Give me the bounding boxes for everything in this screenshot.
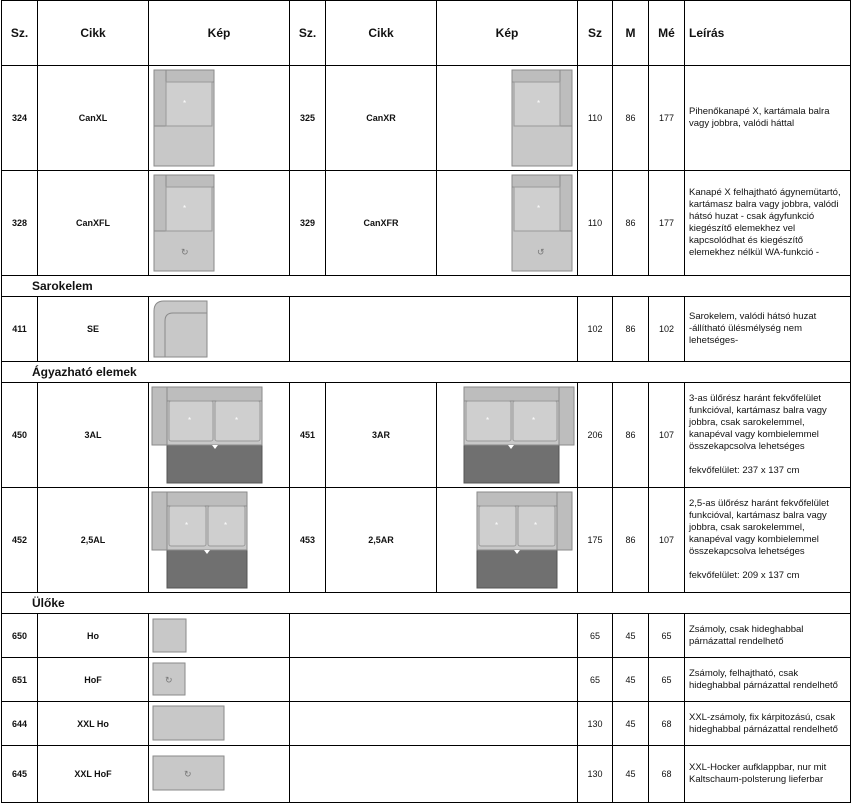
table-row — [2, 171, 851, 276]
svg-text:*: * — [532, 416, 536, 425]
item-description: XXL-zsámoly, fix kárpitozású, csak hideghabbal párnázattal rendelhető — [685, 702, 851, 746]
empty-cell — [290, 746, 326, 803]
item-height: 45 — [613, 658, 649, 702]
item-code-2: CanXR — [326, 66, 437, 171]
table-row — [2, 66, 851, 171]
header-height: M — [613, 1, 649, 66]
item-number-2: 453 — [290, 488, 326, 593]
item-code: 3AL — [38, 383, 149, 488]
item-number: 324 — [2, 66, 38, 171]
item-image-cell — [149, 658, 290, 702]
item-image-cell — [149, 297, 290, 362]
header-article: Cikk — [38, 1, 149, 66]
chaise-left-image — [149, 66, 289, 170]
empty-cell — [326, 614, 437, 658]
item-code: CanXFL — [38, 171, 149, 276]
description-main: 2,5-as ülőrész haránt fekvőfelület funkcióval, kartámasz balra vagy jobbra, csak sarokelemmel, kanapéval vagy kombielemmel összekapcsolva lehetséges — [689, 498, 829, 557]
item-description: Zsámoly, csak hideghabbal párnázattal rendelhető — [685, 614, 851, 658]
header-nr2: Sz. — [290, 1, 326, 66]
svg-text:↻: ↻ — [165, 675, 173, 685]
item-width: 110 — [578, 66, 613, 171]
empty-cell — [326, 702, 437, 746]
item-height: 86 — [613, 171, 649, 276]
item-width: 206 — [578, 383, 613, 488]
header-row — [2, 1, 851, 66]
table-row — [2, 488, 851, 593]
item-number: 644 — [2, 702, 38, 746]
item-code: XXL Ho — [38, 702, 149, 746]
item-depth: 177 — [649, 66, 685, 171]
sofa-bed-25-right-image — [437, 488, 577, 592]
stool-image — [149, 614, 289, 657]
item-number: 645 — [2, 746, 38, 803]
item-width: 65 — [578, 614, 613, 658]
item-depth: 68 — [649, 746, 685, 803]
item-description: XXL-Hocker aufklappbar, nur mit Kaltschaum-polsterung lieferbar — [685, 746, 851, 803]
item-code-2: 2,5AR — [326, 488, 437, 593]
item-depth: 68 — [649, 702, 685, 746]
empty-cell — [290, 297, 326, 362]
item-code-2: 3AR — [326, 383, 437, 488]
item-number: 650 — [2, 614, 38, 658]
item-height: 45 — [613, 746, 649, 803]
item-description: Kanapé X felhajtható ágynemütartó, kartámasz balra vagy jobbra, valódi hátsó huzat - csak ágyfunkció kiegészítő elemekhez vel kapcsolódhat és kiegészítő elemekhez nélkül WA-funkció - — [685, 171, 851, 276]
table-row — [2, 746, 851, 803]
svg-text:*: * — [183, 204, 187, 213]
empty-cell — [437, 614, 578, 658]
svg-text:*: * — [537, 204, 541, 213]
section-row — [2, 362, 851, 383]
item-image-cell — [149, 488, 290, 593]
svg-text:*: * — [235, 416, 239, 425]
item-code: HoF — [38, 658, 149, 702]
header-image: Kép — [149, 1, 290, 66]
description-sleeping-area: fekvőfelület: 237 x 137 cm — [689, 465, 800, 476]
item-code-2: CanXFR — [326, 171, 437, 276]
item-image-cell — [149, 702, 290, 746]
item-number-2: 451 — [290, 383, 326, 488]
empty-cell — [326, 658, 437, 702]
empty-cell — [290, 658, 326, 702]
item-image-cell — [149, 171, 290, 276]
empty-cell — [290, 702, 326, 746]
item-code: 2,5AL — [38, 488, 149, 593]
xxl-stool-image — [149, 702, 289, 745]
svg-text:↻: ↻ — [181, 247, 189, 257]
svg-text:*: * — [188, 416, 192, 425]
item-depth: 65 — [649, 658, 685, 702]
svg-text:↺: ↺ — [537, 247, 545, 257]
item-image-cell-2 — [437, 488, 578, 593]
item-code: SE — [38, 297, 149, 362]
empty-cell — [326, 297, 437, 362]
empty-cell — [326, 746, 437, 803]
sofa-bed-3-left-image — [149, 383, 289, 487]
item-height: 86 — [613, 488, 649, 593]
svg-text:*: * — [534, 521, 538, 530]
item-image-cell — [149, 66, 290, 171]
item-description — [685, 383, 851, 488]
header-depth: Mé — [649, 1, 685, 66]
section-title-bed: Ágyazható elemek — [2, 362, 851, 383]
empty-cell — [437, 746, 578, 803]
item-number: 328 — [2, 171, 38, 276]
item-description: Pihenőkanapé X, kartámala balra vagy jobbra, valódi háttal — [685, 66, 851, 171]
sofa-bed-25-left-image — [149, 488, 289, 592]
item-depth: 102 — [649, 297, 685, 362]
xxl-stool-storage-image — [149, 746, 289, 802]
stool-storage-image — [149, 658, 289, 701]
item-width: 102 — [578, 297, 613, 362]
item-number: 411 — [2, 297, 38, 362]
item-width: 175 — [578, 488, 613, 593]
item-image-cell — [149, 383, 290, 488]
empty-cell — [437, 702, 578, 746]
item-code: XXL HoF — [38, 746, 149, 803]
chaise-right-image — [437, 66, 577, 170]
header-width: Sz — [578, 1, 613, 66]
chaise-bed-left-image — [149, 171, 289, 275]
section-row — [2, 593, 851, 614]
item-height: 86 — [613, 297, 649, 362]
item-depth: 107 — [649, 488, 685, 593]
item-width: 110 — [578, 171, 613, 276]
svg-text:*: * — [495, 521, 499, 530]
svg-text:*: * — [183, 99, 187, 108]
header-description: Leírás — [685, 1, 851, 66]
item-width: 130 — [578, 702, 613, 746]
svg-text:*: * — [486, 416, 490, 425]
svg-text:↻: ↻ — [184, 769, 192, 779]
item-code: CanXL — [38, 66, 149, 171]
item-height: 45 — [613, 614, 649, 658]
item-description — [685, 488, 851, 593]
empty-cell — [437, 297, 578, 362]
header-nr: Sz. — [2, 1, 38, 66]
item-depth: 65 — [649, 614, 685, 658]
item-height: 86 — [613, 383, 649, 488]
item-depth: 177 — [649, 171, 685, 276]
chaise-bed-right-image — [437, 171, 577, 275]
sofa-bed-3-right-image — [437, 383, 577, 487]
item-image-cell-2 — [437, 66, 578, 171]
table-row — [2, 297, 851, 362]
item-number: 452 — [2, 488, 38, 593]
item-description: Zsámoly, felhajtható, csak hideghabbal párnázattal rendelhető — [685, 658, 851, 702]
item-image-cell-2 — [437, 383, 578, 488]
item-depth: 107 — [649, 383, 685, 488]
item-number: 450 — [2, 383, 38, 488]
item-number-2: 325 — [290, 66, 326, 171]
description-main: 3-as ülőrész haránt fekvőfelület funkcióval, kartámasz balra vagy jobbra, csak sarokelemmel, kanapéval vagy kombielemmel összekapcsolva lehetséges — [689, 393, 827, 452]
item-height: 86 — [613, 66, 649, 171]
header-image2: Kép — [437, 1, 578, 66]
item-number: 651 — [2, 658, 38, 702]
item-image-cell — [149, 746, 290, 803]
svg-text:*: * — [537, 99, 541, 108]
item-height: 45 — [613, 702, 649, 746]
table-row — [2, 702, 851, 746]
section-title-stool: Ülőke — [2, 593, 851, 614]
empty-cell — [437, 658, 578, 702]
item-description: Sarokelem, valódi hátsó huzat -állítható ülésmélység nem lehetséges- — [685, 297, 851, 362]
section-row — [2, 276, 851, 297]
table-row — [2, 383, 851, 488]
item-width: 130 — [578, 746, 613, 803]
item-width: 65 — [578, 658, 613, 702]
empty-cell — [290, 614, 326, 658]
description-sleeping-area: fekvőfelület: 209 x 137 cm — [689, 570, 800, 581]
item-image-cell — [149, 614, 290, 658]
corner-element-image — [149, 297, 289, 361]
section-title-corner: Sarokelem — [2, 276, 851, 297]
svg-text:*: * — [224, 521, 228, 530]
table-row — [2, 658, 851, 702]
svg-text:*: * — [185, 521, 189, 530]
item-code: Ho — [38, 614, 149, 658]
header-article2: Cikk — [326, 1, 437, 66]
table-row — [2, 614, 851, 658]
item-number-2: 329 — [290, 171, 326, 276]
product-table — [1, 0, 851, 803]
item-image-cell-2 — [437, 171, 578, 276]
